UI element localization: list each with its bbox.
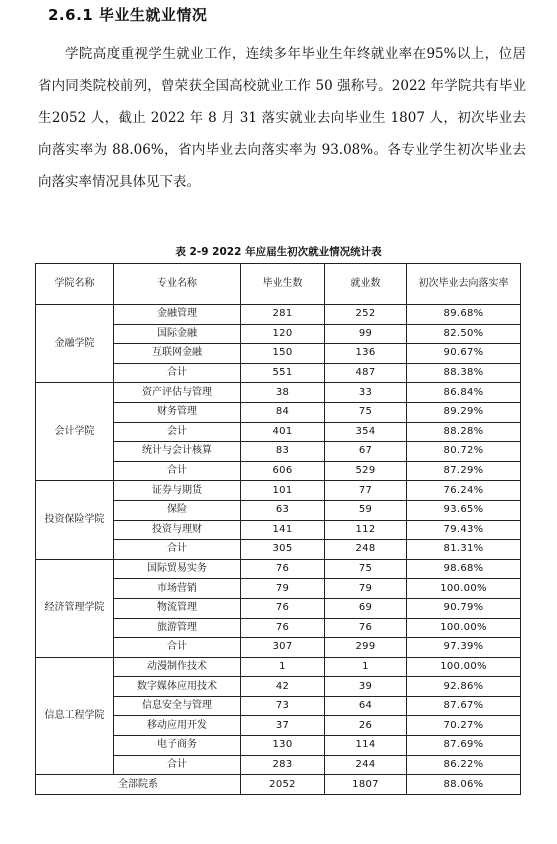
graduates-cell: 141 — [241, 520, 325, 540]
rate-cell: 88.38% — [407, 363, 521, 383]
header-rate: 初次毕业去向落实率 — [407, 264, 521, 305]
major-cell: 动漫制作技术 — [114, 657, 241, 677]
graduates-cell: 281 — [241, 305, 325, 325]
employment-stats-table — [35, 263, 521, 795]
employed-cell: 67 — [325, 442, 407, 462]
graduates-cell: 76 — [241, 598, 325, 618]
section-title: 2.6.1 毕业生就业情况 — [48, 6, 208, 24]
header-graduates: 毕业生数 — [241, 264, 325, 305]
rate-cell: 87.69% — [407, 736, 521, 756]
rate-cell: 98.68% — [407, 559, 521, 579]
major-cell: 资产评估与管理 — [114, 383, 241, 403]
graduates-cell: 606 — [241, 461, 325, 481]
rate-cell: 92.86% — [407, 677, 521, 697]
total-label: 全部院系 — [36, 775, 241, 795]
rate-cell: 76.24% — [407, 481, 521, 501]
table-row — [36, 481, 521, 501]
graduates-cell: 307 — [241, 638, 325, 658]
rate-cell: 93.65% — [407, 500, 521, 520]
rate-cell: 82.50% — [407, 324, 521, 344]
major-cell: 国际金融 — [114, 324, 241, 344]
employed-cell: 59 — [325, 500, 407, 520]
table-caption: 表 2-9 2022 年应届生初次就业情况统计表 — [175, 246, 382, 258]
rate-cell: 89.29% — [407, 402, 521, 422]
employed-cell: 79 — [325, 579, 407, 599]
graduates-cell: 120 — [241, 324, 325, 344]
table-header-row — [36, 264, 521, 305]
intro-paragraph: 学院高度重视学生就业工作，连续多年毕业生年终就业率在95%以上，位居省内同类院校前列，曾荣获全国高校就业工作 50 强称号。2022 年学院共有毕业生2052 人，截止 2022 年 8 月 31 落实就业去向毕业生 1807 人，初次毕业去向落实率为 88.06%，省内毕业去向落实率为 93.08%。各专业学生初次毕业去向落实率情况具体见下表。 — [38, 46, 526, 190]
table-body — [36, 305, 521, 795]
employed-cell: 99 — [325, 324, 407, 344]
header-major: 专业名称 — [114, 264, 241, 305]
graduates-cell: 83 — [241, 442, 325, 462]
employed-cell: 112 — [325, 520, 407, 540]
employed-cell: 354 — [325, 422, 407, 442]
employed-cell: 75 — [325, 402, 407, 422]
graduates-cell: 1 — [241, 657, 325, 677]
table-row — [36, 305, 521, 325]
total-rate: 88.06% — [407, 775, 521, 795]
major-cell: 合计 — [114, 638, 241, 658]
graduates-cell: 551 — [241, 363, 325, 383]
graduates-cell: 76 — [241, 559, 325, 579]
rate-cell: 100.00% — [407, 579, 521, 599]
college-name-cell: 信息工程学院 — [36, 657, 114, 775]
header-employed: 就业数 — [325, 264, 407, 305]
table-row — [36, 559, 521, 579]
graduates-cell: 101 — [241, 481, 325, 501]
college-name-cell: 经济管理学院 — [36, 559, 114, 657]
major-cell: 信息安全与管理 — [114, 696, 241, 716]
total-employed: 1807 — [325, 775, 407, 795]
major-cell: 财务管理 — [114, 402, 241, 422]
rate-cell: 90.79% — [407, 598, 521, 618]
major-cell: 合计 — [114, 755, 241, 775]
employed-cell: 69 — [325, 598, 407, 618]
rate-cell: 100.00% — [407, 657, 521, 677]
employed-cell: 26 — [325, 716, 407, 736]
header-college: 学院名称 — [36, 264, 114, 305]
rate-cell: 86.22% — [407, 755, 521, 775]
table-row — [36, 383, 521, 403]
graduates-cell: 79 — [241, 579, 325, 599]
employed-cell: 114 — [325, 736, 407, 756]
major-cell: 移动应用开发 — [114, 716, 241, 736]
rate-cell: 88.28% — [407, 422, 521, 442]
rate-cell: 80.72% — [407, 442, 521, 462]
employed-cell: 244 — [325, 755, 407, 775]
graduates-cell: 84 — [241, 402, 325, 422]
employed-cell: 39 — [325, 677, 407, 697]
employed-cell: 529 — [325, 461, 407, 481]
college-name-cell: 金融学院 — [36, 305, 114, 383]
major-cell: 物流管理 — [114, 598, 241, 618]
major-cell: 保险 — [114, 500, 241, 520]
rate-cell: 97.39% — [407, 638, 521, 658]
employed-cell: 76 — [325, 618, 407, 638]
major-cell: 合计 — [114, 540, 241, 560]
rate-cell: 89.68% — [407, 305, 521, 325]
employed-cell: 299 — [325, 638, 407, 658]
employed-cell: 1 — [325, 657, 407, 677]
college-name-cell: 投资保险学院 — [36, 481, 114, 559]
employed-cell: 136 — [325, 344, 407, 364]
major-cell: 旅游管理 — [114, 618, 241, 638]
employed-cell: 64 — [325, 696, 407, 716]
graduates-cell: 42 — [241, 677, 325, 697]
graduates-cell: 76 — [241, 618, 325, 638]
graduates-cell: 305 — [241, 540, 325, 560]
major-cell: 会计 — [114, 422, 241, 442]
total-row — [36, 775, 521, 795]
graduates-cell: 63 — [241, 500, 325, 520]
rate-cell: 87.29% — [407, 461, 521, 481]
major-cell: 投资与理财 — [114, 520, 241, 540]
rate-cell: 70.27% — [407, 716, 521, 736]
major-cell: 金融管理 — [114, 305, 241, 325]
major-cell: 数字媒体应用技术 — [114, 677, 241, 697]
employed-cell: 248 — [325, 540, 407, 560]
major-cell: 电子商务 — [114, 736, 241, 756]
employed-cell: 487 — [325, 363, 407, 383]
graduates-cell: 73 — [241, 696, 325, 716]
major-cell: 统计与会计核算 — [114, 442, 241, 462]
graduates-cell: 130 — [241, 736, 325, 756]
graduates-cell: 283 — [241, 755, 325, 775]
graduates-cell: 150 — [241, 344, 325, 364]
employed-cell: 33 — [325, 383, 407, 403]
rate-cell: 86.84% — [407, 383, 521, 403]
rate-cell: 81.31% — [407, 540, 521, 560]
rate-cell: 90.67% — [407, 344, 521, 364]
major-cell: 合计 — [114, 461, 241, 481]
employed-cell: 252 — [325, 305, 407, 325]
college-name-cell: 会计学院 — [36, 383, 114, 481]
rate-cell: 100.00% — [407, 618, 521, 638]
rate-cell: 87.67% — [407, 696, 521, 716]
employed-cell: 77 — [325, 481, 407, 501]
table-row — [36, 657, 521, 677]
graduates-cell: 401 — [241, 422, 325, 442]
major-cell: 互联网金融 — [114, 344, 241, 364]
major-cell: 合计 — [114, 363, 241, 383]
graduates-cell: 38 — [241, 383, 325, 403]
rate-cell: 79.43% — [407, 520, 521, 540]
major-cell: 国际贸易实务 — [114, 559, 241, 579]
major-cell: 市场营销 — [114, 579, 241, 599]
total-graduates: 2052 — [241, 775, 325, 795]
major-cell: 证券与期货 — [114, 481, 241, 501]
employed-cell: 75 — [325, 559, 407, 579]
graduates-cell: 37 — [241, 716, 325, 736]
